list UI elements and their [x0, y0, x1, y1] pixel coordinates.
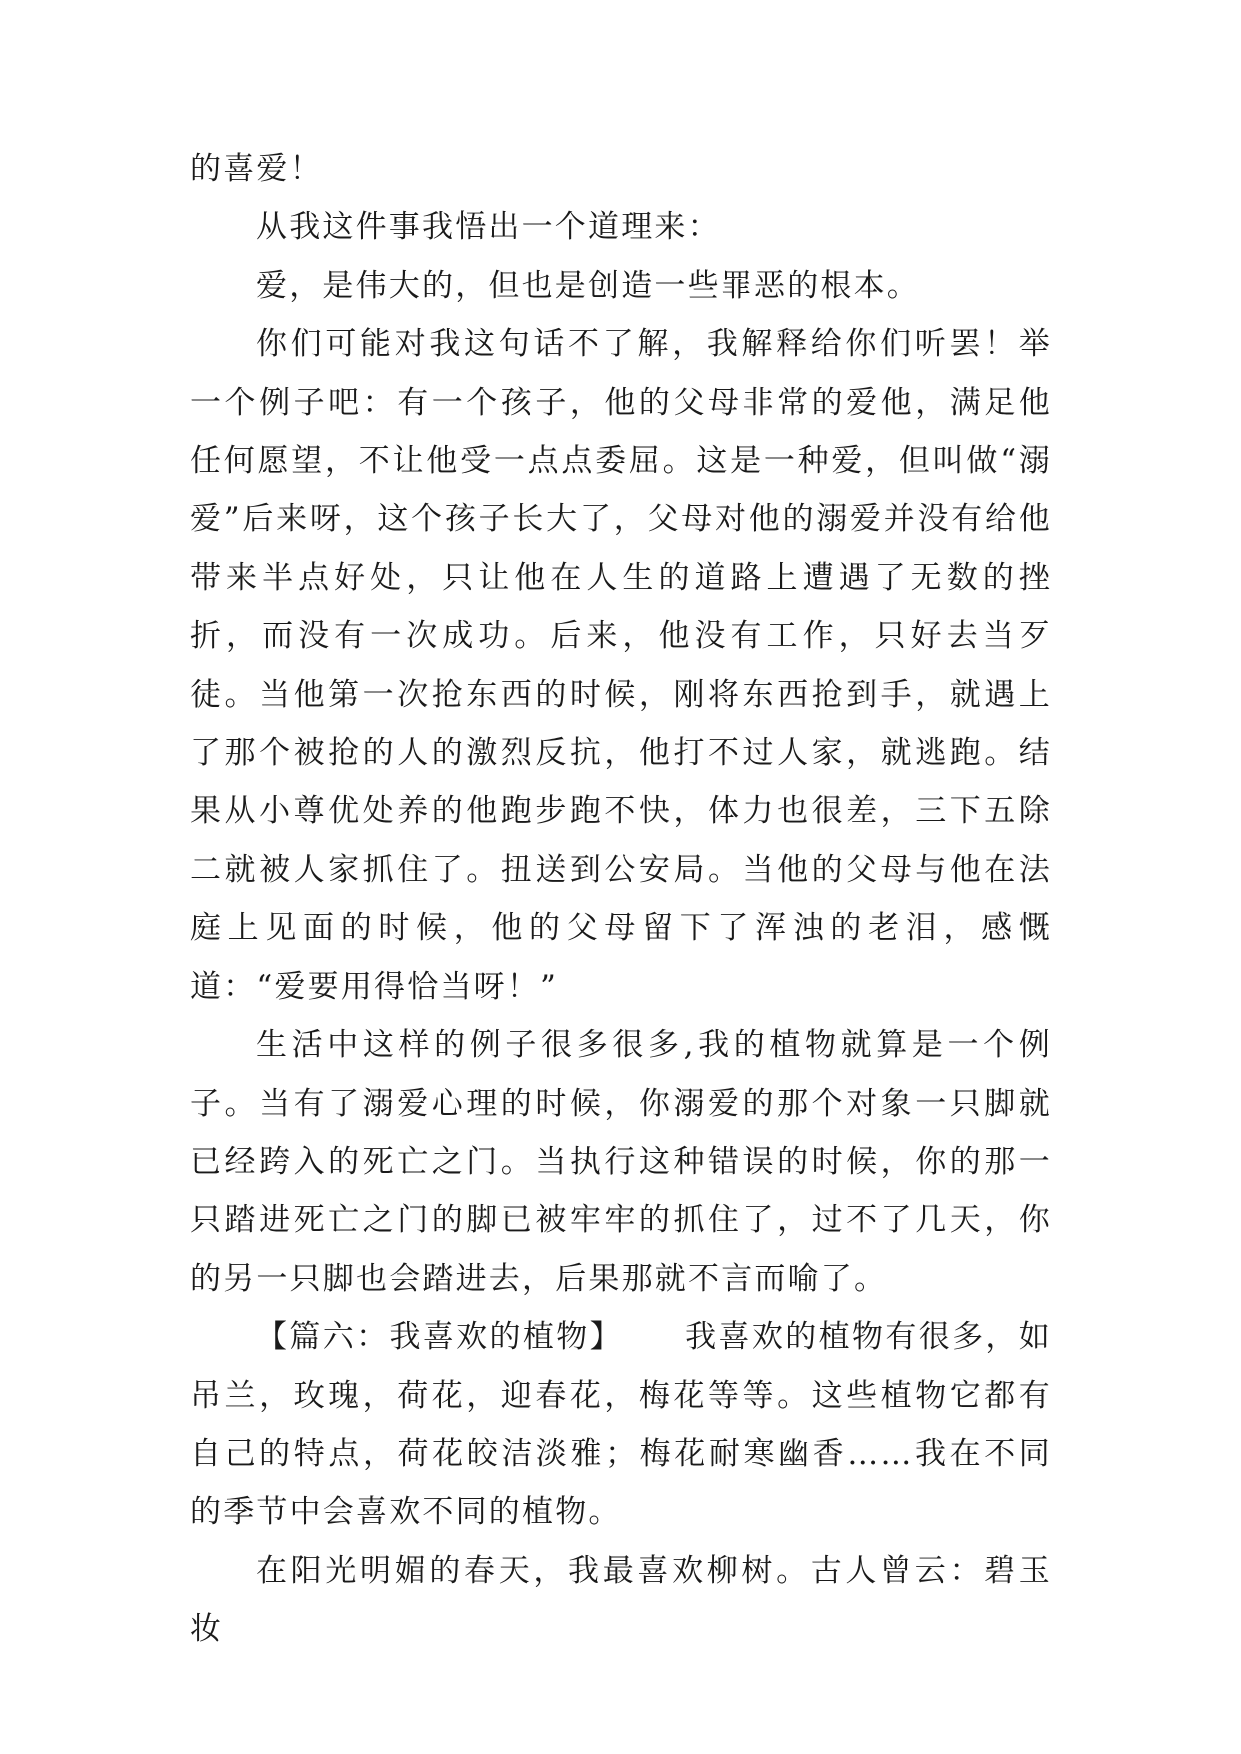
paragraph-section-six	[190, 1308, 1052, 1542]
paragraph-lesson-intro: 从我这件事我悟出一个道理来：	[256, 209, 721, 246]
paragraph-example-story: 你们可能对我这句话不了解，我解释给你们听罢！举一个例子吧：有一个孩子，他的父母非常的爱他，满足他任何愿望，不让他受一点点委屈。这是一种爱，但叫做“溺爱”后来呀，这个孩子长大了，父母对他的溺爱并没有给他带来半点好处，只让他在人生的道路上遭遇了无数的挫折，而没有一次成功。后来，他没有工作，只好去当歹徒。当他第一次抢东西的时候，刚将东西抢到手，就遇上了那个被抢的人的激烈反抗，他打不过人家，就逃跑。结果从小尊优处养的他跑步跑不快，体力也很差，三下五除二就被人家抓住了。扭送到公安局。当他的父母与他在法庭上见面的时候，他的父母留下了浑浊的老泪，感慨道：“爱要用得恰当呀！”	[190, 326, 1052, 1005]
paragraph-love-statement: 爱，是伟大的，但也是创造一些罪恶的根本。	[256, 267, 920, 304]
paragraph-continuation: 的喜爱！	[190, 151, 323, 187]
section-six-text: 我喜欢的植物有很多，如吊兰，玫瑰，荷花，迎春花，梅花等等。这些植物它都有自己的特点，荷花皎洁淡雅；梅花耐寒幽香……我在不同的季节中会喜欢不同的植物。	[190, 1319, 1052, 1531]
paragraph-spring-willow: 在阳光明媚的春天，我最喜欢柳树。古人曾云：碧玉妆	[190, 1552, 1052, 1648]
paragraph-life-examples: 生活中这样的例子很多很多,我的植物就算是一个例子。当有了溺爱心理的时候，你溺爱的那个对象一只脚就已经跨入的死亡之门。当执行这种错误的时候，你的那一只踏进死亡之门的脚已被牢牢的抓住了，过不了几天，你的另一只脚也会踏进去，后果那就不言而喻了。	[190, 1027, 1052, 1297]
section-heading: 【篇六：我喜欢的植物】	[256, 1319, 623, 1356]
document-page	[190, 140, 1052, 1659]
